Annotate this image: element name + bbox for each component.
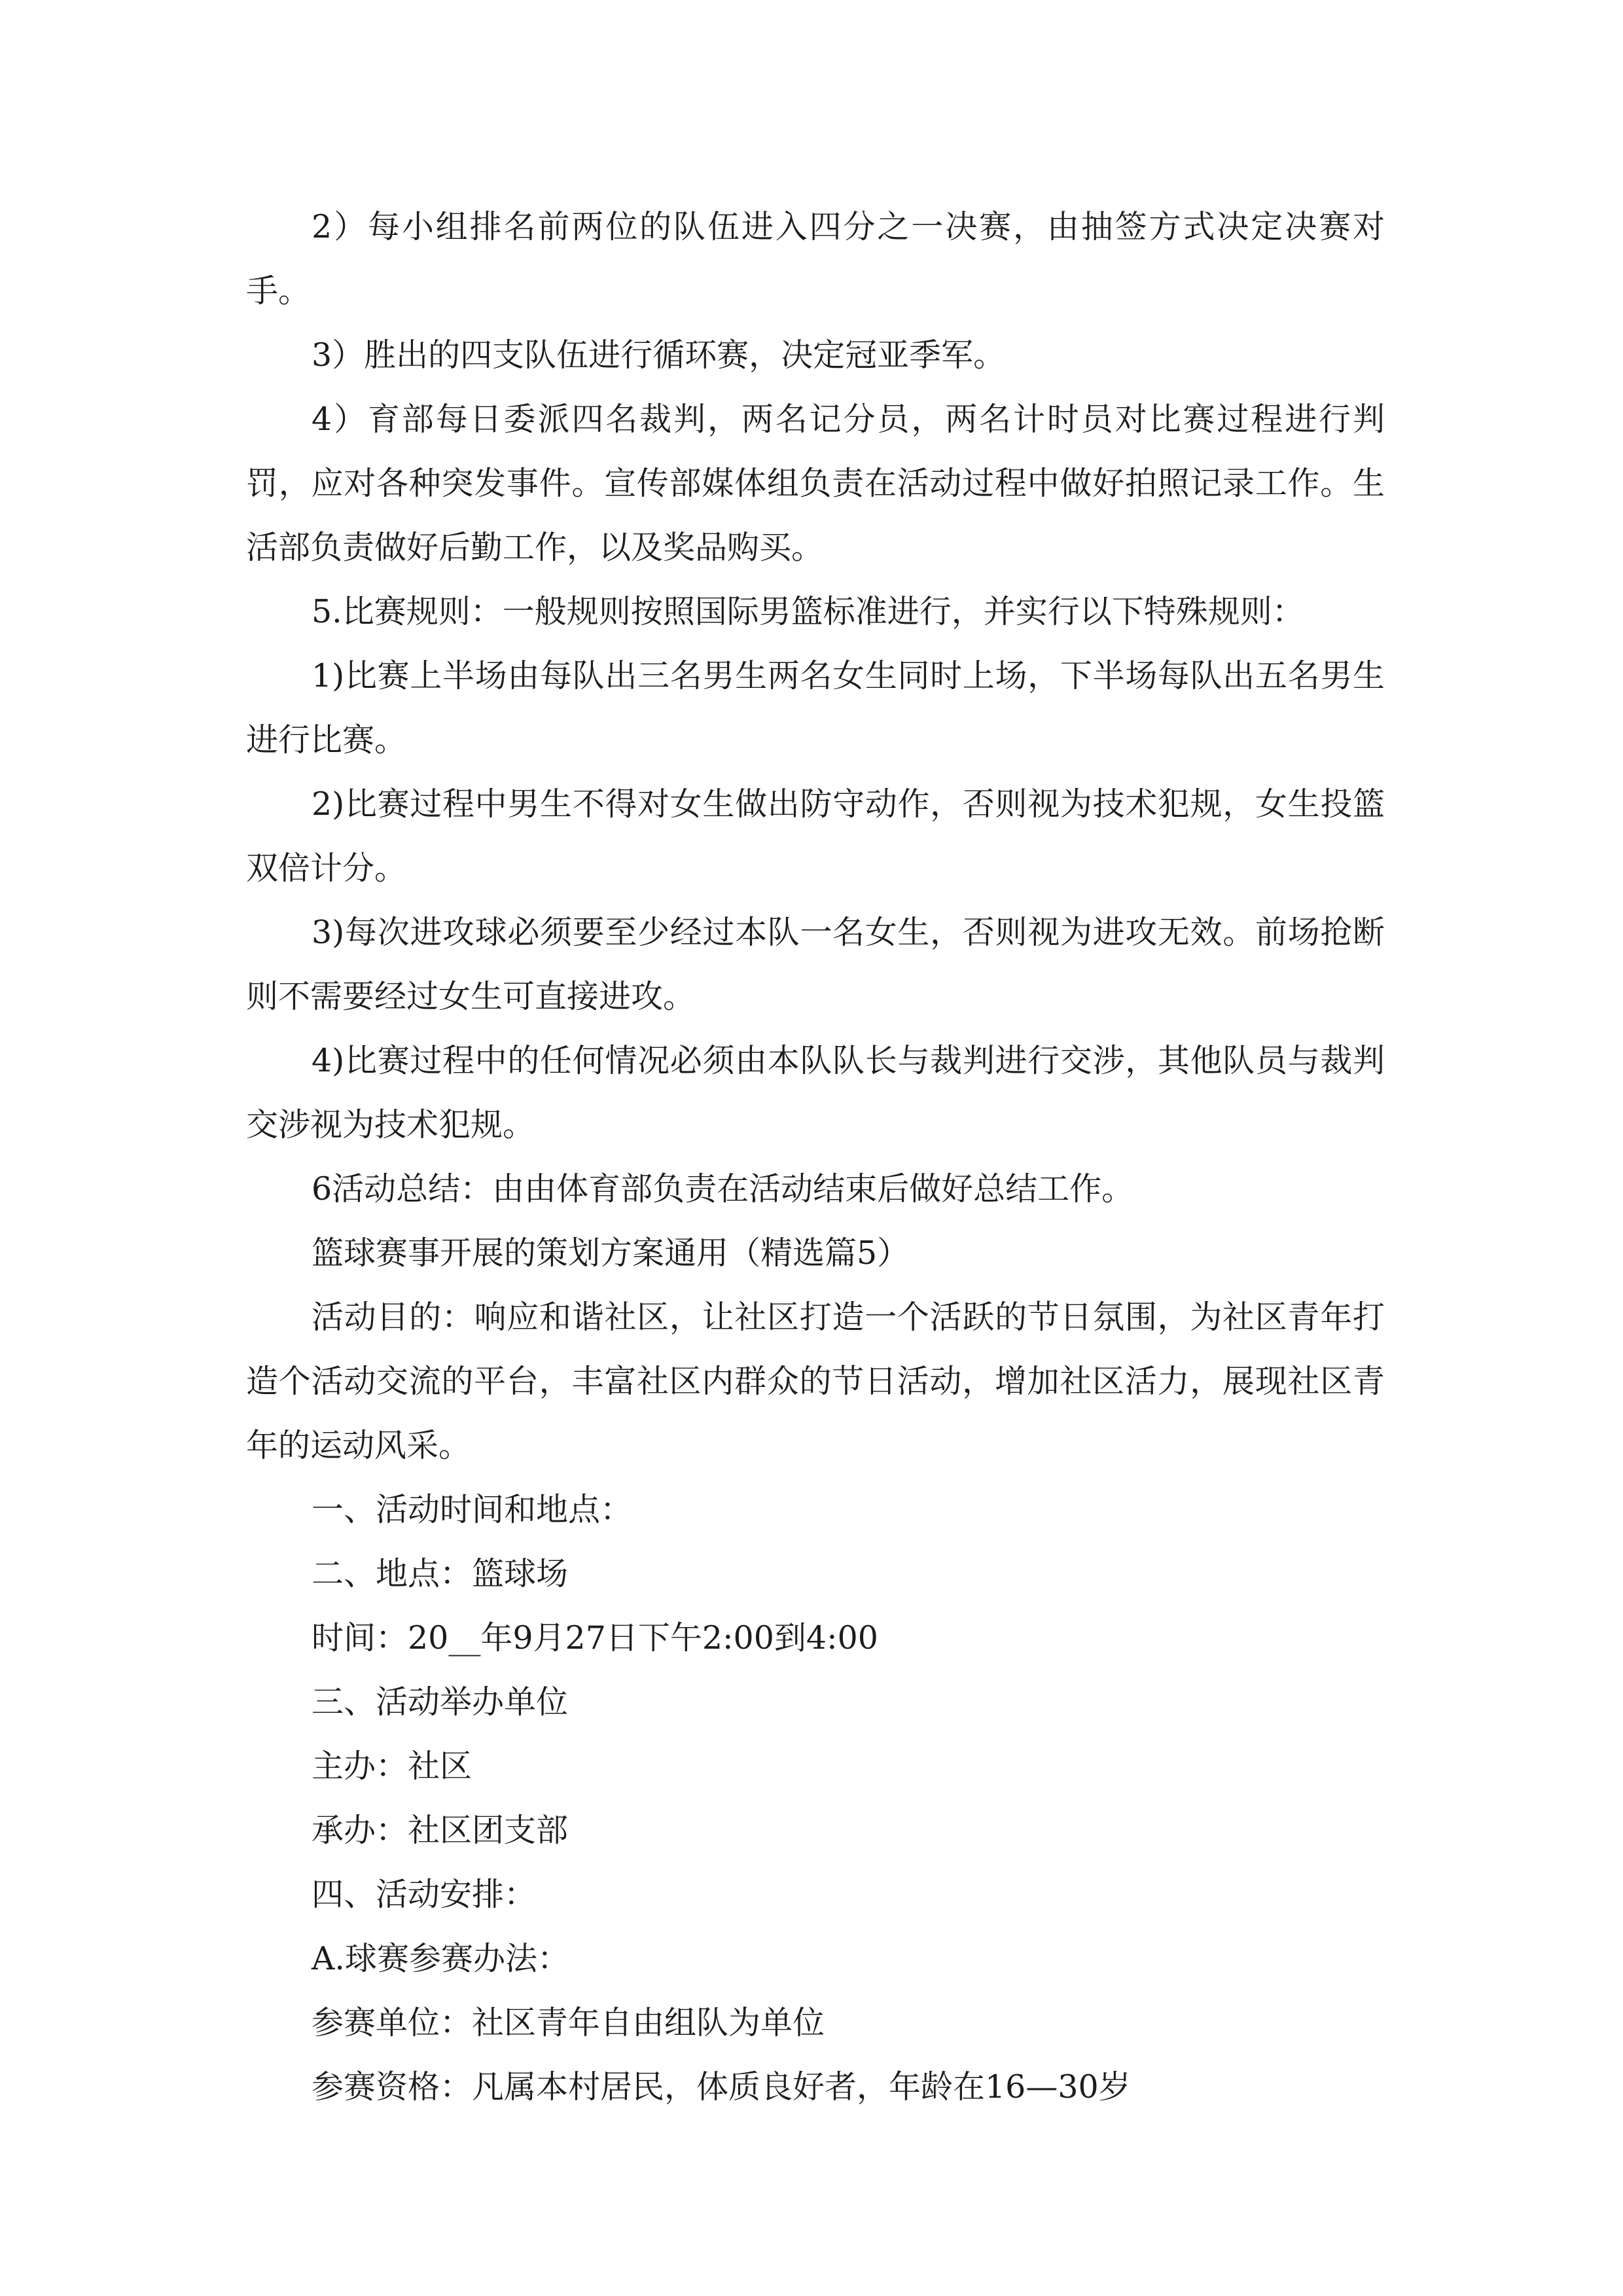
paragraph-19: A.球赛参赛办法： [312, 1940, 569, 1977]
paragraph-7: 3)每次进攻球必须要至少经过本队一名女生，否则视为进攻无效。前场抢断则不需要经过女生可直接进攻。 [246, 914, 1385, 1015]
paragraph-6: 2)比赛过程中男生不得对女生做出防守动作，否则视为技术犯规，女生投篮双倍计分。 [246, 785, 1385, 887]
paragraph-14: 时间：20__年9月27日下午2:00到4:00 [312, 1619, 878, 1657]
section-heading: 篮球赛事开展的策划方案通用（精选篇5） [312, 1234, 910, 1272]
paragraph-15: 三、活动举办单位 [312, 1683, 569, 1721]
paragraph-13: 二、地点：篮球场 [312, 1555, 569, 1592]
paragraph-20: 参赛单位：社区青年自由组队为单位 [312, 2004, 825, 2041]
document-body [246, 195, 1385, 2119]
paragraph-8: 4)比赛过程中的任何情况必须由本队队长与裁判进行交涉，其他队员与裁判交涉视为技术犯规。 [246, 1042, 1385, 1143]
paragraph-21: 参赛资格：凡属本村居民，体质良好者，年龄在16—30岁 [312, 2068, 1131, 2106]
paragraph-18: 四、活动安排： [312, 1876, 537, 1913]
paragraph-12: 一、活动时间和地点： [312, 1491, 633, 1528]
paragraph-17: 承办：社区团支部 [312, 1812, 569, 1849]
paragraph-1: 2）每小组排名前两位的队伍进入四分之一决赛，由抽签方式决定决赛对手。 [246, 208, 1385, 310]
paragraph-16: 主办：社区 [312, 1748, 473, 1785]
paragraph-4: 5.比赛规则：一般规则按照国际男篮标准进行，并实行以下特殊规则： [312, 593, 1304, 630]
paragraph-3: 4）育部每日委派四名裁判，两名记分员，两名计时员对比赛过程进行判罚，应对各种突发事件。宣传部媒体组负责在活动过程中做好拍照记录工作。生活部负责做好后勤工作，以及奖品购买。 [246, 401, 1385, 566]
paragraph-11: 活动目的：响应和谐社区，让社区打造一个活跃的节日氛围，为社区青年打造个活动交流的平台，丰富社区内群众的节日活动，增加社区活力，展现社区青年的运动风采。 [246, 1299, 1385, 1464]
paragraph-9: 6活动总结：由由体育部负责在活动结束后做好总结工作。 [312, 1170, 1134, 1208]
paragraph-2: 3）胜出的四支队伍进行循环赛，决定冠亚季军。 [312, 336, 1006, 374]
paragraph-5: 1)比赛上半场由每队出三名男生两名女生同时上场，下半场每队出五名男生进行比赛。 [246, 657, 1385, 759]
